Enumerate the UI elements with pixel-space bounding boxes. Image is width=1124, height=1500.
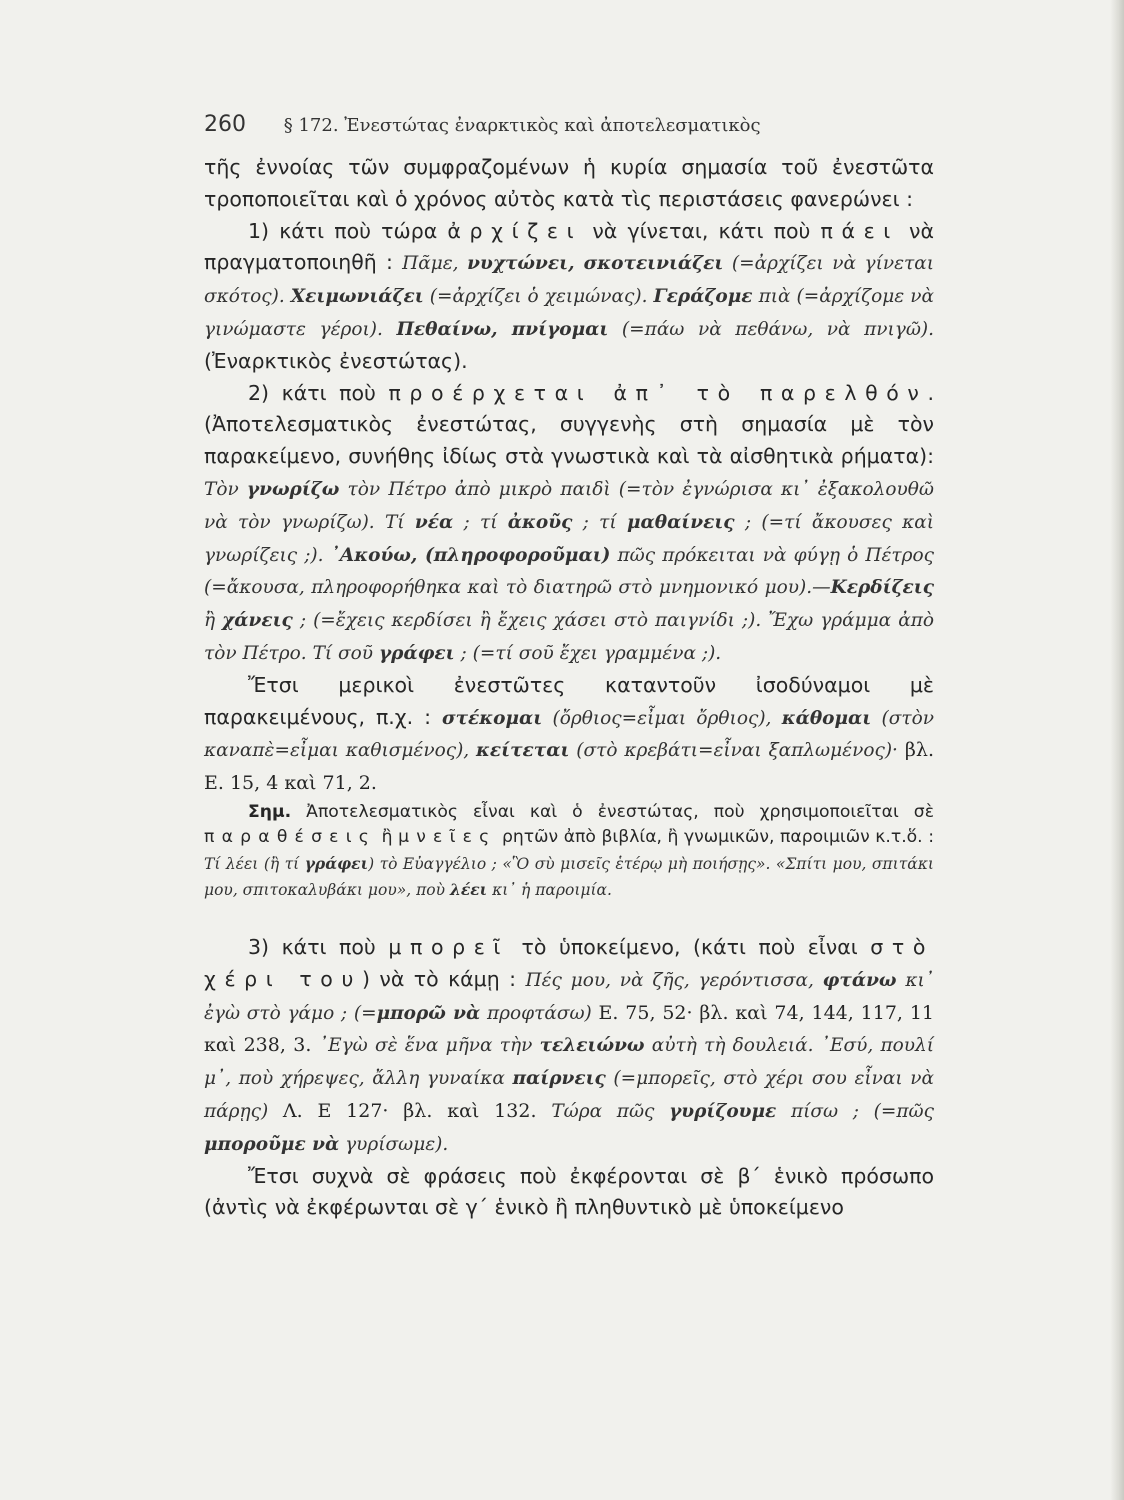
p5-e1b: φτάνω [822, 969, 897, 991]
p3-examples [204, 479, 934, 664]
paragraph-3 [204, 378, 934, 670]
p4-a: Ἔτσι μερικοὶ ἐνεστῶτες καταντοῦν ἰσοδύναμοι μὲ παρακειμένους, π.χ. : [204, 672, 934, 729]
p5-e1c: κι᾿ ἐγὼ στὸ γάμο ; (= [204, 969, 934, 1024]
p2-spaced-1: ἀρχίζει [447, 218, 583, 243]
note-spaced-2: μνεῖες [398, 827, 497, 848]
p2-ex4c: (=πάω νὰ πεθάνω, νὰ πνιγῶ). [608, 318, 935, 340]
body-text [204, 152, 934, 1224]
p5-ref2: Λ. Ε 127· βλ. καὶ 132. [282, 1099, 552, 1122]
p6-text: Ἔτσι συχνὰ σὲ φράσεις ποὺ ἐκφέρονται σὲ β΄ ἑνικὸ πρόσωπο (ἀντὶς νὰ ἐκφέρωνται σὲ γ΄ ἑνικὸ ἢ πληθυντικὸ μὲ ὑποκείμενο [204, 1163, 934, 1220]
p2-ex1b: νυχτώνει, σκοτεινιάζει [467, 253, 724, 275]
p1-text: τῆς ἐννοίας τῶν συμφραζομένων ἡ κυρία σημασία τοῦ ἐνεστῶτα τροποποιεῖται καὶ ὁ χρόνος αὐτὸς κατὰ τὶς περιστάσεις φανερώνει : [204, 155, 934, 211]
note-a: Ἀποτελεσματικὸς εἶναι καὶ ὁ ἐνεστώτας, ποὺ χρησιμοποιεῖται σὲ [291, 801, 934, 822]
note-e2c: κι᾿ ἡ παροιμία. [487, 881, 612, 900]
p2-b: νὰ γίνεται, κάτι ποὺ [582, 218, 821, 243]
p4-e2c: (στὸν καναπὲ=εἶμαι καθισμένος), [204, 707, 934, 762]
paragraph-6 [204, 1161, 934, 1225]
running-header [204, 112, 844, 137]
p5-e2c: προφτάσω) [480, 1002, 599, 1024]
p3-a: 2) κάτι ποὺ [248, 380, 389, 405]
p3-e1c: τὸν Πέτρο ἀπὸ μικρὸ παιδὶ (=τὸν ἐγνώρισα κι᾿ ἐξακολουθῶ νὰ τὸν γνωρίζω). Τί [204, 478, 934, 533]
paragraph-5 [204, 932, 934, 1161]
p2-end: (Ἐναρκτικὸς ἐνεστώτας). [204, 348, 468, 373]
p3-e4c: ; (=τί ἄκουσες καὶ γνωρίζεις ;). [204, 511, 934, 566]
p2-ex2c: (=ἀρχίζει ὁ χειμώνας). [423, 286, 654, 308]
p5-e5: Τώρα πῶς [551, 1100, 670, 1122]
p2-ex1c: (=ἀρχίζει νὰ γίνεται σκότος). [204, 253, 934, 308]
p5-e3: ᾿Εγὼ σὲ ἕνα μῆνα τὴν [318, 1035, 540, 1057]
p3-e2b: νέα [414, 511, 454, 533]
p3-e8b: γράφει [378, 642, 455, 664]
p2-a: 1) κάτι ποὺ τώρα [248, 218, 448, 243]
p5-a: 3) κάτι ποὺ [248, 934, 389, 959]
p5-spaced-1: μπορεῖ [388, 934, 509, 959]
p3-e6c: ἢ [204, 610, 223, 632]
p2-ex3c: πιὰ (=ἀρχίζομε νὰ γινώμαστε γέροι). [204, 286, 935, 340]
p3-e3c: ; τί [572, 511, 627, 533]
note-e1b: γράφει [304, 853, 369, 873]
p5-e3c: αὐτὴ τὴ δουλειά. ᾿Εσύ, πουλί μ᾿, ποὺ χήρεψες, ἄλλη γυναίκα [204, 1035, 934, 1090]
p5-e4c: (=μπορεῖς, στὸ χέρι σου εἶναι νὰ πάρῃς) [204, 1068, 934, 1122]
p2-ex1: Πᾶμε, [402, 253, 468, 275]
p3-e5b: ᾿Ακούω, (πληροφοροῦμαι) [330, 544, 611, 566]
p5-e5b: γυρίζουμε [669, 1100, 777, 1122]
p2-c: νὰ πραγματοποιηθῆ : [204, 218, 934, 275]
p5-ref1: Ε. 75, 52· βλ. καὶ 74, 144, 117, 11 καὶ 238, 3. [204, 1001, 934, 1057]
page-edge [1110, 0, 1124, 1500]
note-c: ρητῶν ἀπὸ βιβλία, ἢ γνωμικῶν, παροιμιῶν κ.τ.ὅ. : [496, 827, 934, 848]
p4-ref: βλ. Ε. 15, 4 καὶ 71, 2. [204, 739, 934, 795]
note-e1c: ) τὸ Εὐαγγέλιο ; «Ὃ σὺ μισεῖς ἑτέρῳ μὴ ποιήσῃς». «Σπίτι μου, σπιτάκι μου, σπιτοκαλυβάκι μου», ποὺ [204, 854, 934, 900]
note-e2b: λέει [449, 880, 488, 900]
page-number: 260 [204, 112, 246, 137]
p3-e2c: ; τί [453, 511, 508, 533]
p5-e4b: παίρνεις [512, 1068, 606, 1090]
p2-ex3: Γεράζομε [653, 286, 753, 308]
p3-e7c: ; (=ἔχεις κερδίσει ἢ ἔχεις χάσει στὸ παιγνίδι ;). Ἔχω γράμμα ἀπὸ τὸν Πέτρο. Τί σοῦ [204, 610, 934, 664]
note-examples [204, 855, 934, 900]
p4-e1b: στέκομαι [441, 707, 543, 729]
p3-e6b: Κερδίζεις [830, 577, 934, 599]
p3-e1b: γνωρίζω [246, 478, 340, 500]
p3-e7b: χάνεις [222, 610, 293, 632]
p5-e1: Πές μου, νὰ ζῆς, γερόντισσα, [525, 969, 823, 991]
p3-e8c: ; (=τί σοῦ ἔχει γραμμένα ;). [454, 642, 722, 664]
p2-ex2: Χειμωνιάζει [290, 286, 424, 308]
p5-c: ) νὰ τὸ κάμῃ : [361, 966, 526, 991]
p5-spaced-2: στὸ χέρι του [204, 934, 934, 991]
note-spaced-1: παραθέσεις [204, 827, 377, 848]
p3-e3b: ἀκοῦς [507, 511, 573, 533]
p3-e5c: πῶς πρόκειται νὰ φύγῃ ὁ Πέτρος (=ἄκουσα, πληροφορήθηκα καὶ τὸ διατηρῶ στὸ μνημονικό μου).— [204, 544, 934, 599]
note-label: Σημ. [248, 801, 292, 822]
p5-b: τὸ ὑποκείμενο, (κάτι ποὺ εἶναι [508, 934, 871, 959]
p5-e6b: μποροῦμε νὰ [204, 1133, 340, 1155]
paragraph-4 [204, 670, 934, 800]
p3-b: . (Ἀποτελεσματικὸς ἐνεστώτας, συγγενὴς στὴ σημασία μὲ τὸν παρακείμενο, συνήθης ἰδίως στὰ γνωστικὰ καὶ τὰ αἰσθητικὰ ρήματα): [204, 380, 934, 469]
p4-e3c: (στὸ κρεβάτι=εἶναι ξαπλωμένος)· [569, 740, 898, 762]
paragraph-2 [204, 216, 934, 378]
p5-e6c: γυρίσωμε). [339, 1133, 449, 1155]
p4-e3b: κείτεται [476, 740, 570, 762]
p5-e2b: μπορῶ νὰ [376, 1002, 481, 1024]
p3-spaced: προέρχεται ἀπ᾿ τὸ παρελθόν [388, 380, 928, 405]
p5-e3b: τελειώνω [539, 1035, 645, 1057]
p4-e1c: (ὄρθιος=εἶμαι ὄρθιος), [542, 707, 782, 729]
p3-e1: Τὸν [204, 478, 247, 500]
paragraph-1 [204, 152, 934, 216]
p5-e5c: πίσω ; (=πῶς [776, 1100, 935, 1122]
section-gap [204, 904, 934, 932]
p4-e2b: κάθομαι [781, 707, 872, 729]
running-title: § 172. Ἐνεστώτας ἐναρκτικὸς καὶ ἀποτελεσματικὸς [283, 115, 761, 136]
p3-e4b: μαθαίνεις [626, 511, 735, 533]
note-e1: Τί λέει (ἢ τί [204, 854, 305, 873]
p2-ex4: Πεθαίνω, πνίγομαι [396, 318, 609, 340]
p2-spaced-2: πάει [820, 218, 899, 243]
note-paragraph [204, 800, 934, 904]
note-b: ἢ [376, 827, 399, 848]
